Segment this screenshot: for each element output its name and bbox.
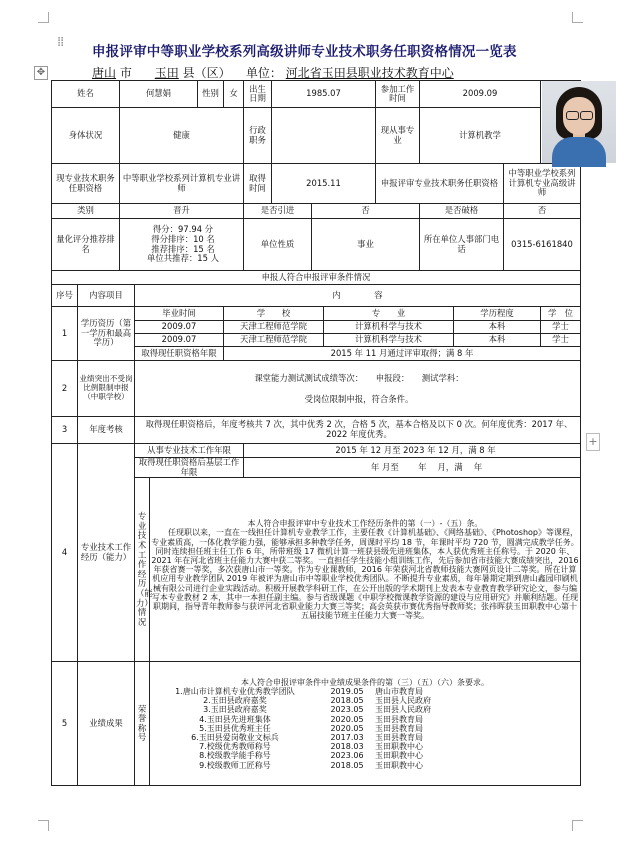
honor-name: 6.玉田县爱岗敬业文标兵 bbox=[191, 733, 279, 742]
edu-col-level: 学历程度 bbox=[454, 307, 541, 321]
photo-shirt bbox=[552, 137, 606, 167]
assessment-text: 取得现任职资格后，年度考核共 7 次，其中优秀 2 次，合格 5 次，基本合格及以下 0 次。何年度优秀：2017 年、2022 年度优秀。 bbox=[135, 417, 581, 444]
unit-label: 单位： bbox=[245, 66, 282, 80]
qual-years-value: 2015 年 11 月通过评审取得；满 8 年 bbox=[224, 347, 581, 361]
health-value: 健康 bbox=[120, 108, 244, 164]
profile-photo bbox=[542, 81, 616, 163]
edu-date: 2009.07 bbox=[135, 334, 224, 347]
list-item bbox=[151, 751, 579, 760]
page-title: 申报评审中等职业学校系列高级讲师专业技术职务任职资格情况一览表 bbox=[92, 44, 517, 60]
current-qual-label: 现专业技术职务任职资格 bbox=[52, 164, 120, 204]
category-value: 晋升 bbox=[120, 204, 244, 219]
honor-org: 玉田县教育局 bbox=[375, 733, 423, 742]
edu-col-major: 专 业 bbox=[324, 307, 454, 321]
work-years-value: 2015 年 12 月至 2023 年 12 月，满 8 年 bbox=[244, 444, 581, 458]
honor-org: 玉田县教育局 bbox=[375, 714, 423, 724]
rank-line: 得分排序：10 名 bbox=[151, 233, 215, 244]
experience-sub-label: 专业技术工作经历（能力）情况 bbox=[135, 478, 150, 662]
edu-level: 本科 bbox=[454, 321, 541, 334]
assessment-label: 年度考核 bbox=[78, 417, 135, 444]
honor-org: 玉田职教中心 bbox=[375, 760, 423, 770]
edu-degree: 学士 bbox=[541, 334, 581, 347]
list-item bbox=[151, 733, 579, 742]
list-item bbox=[151, 761, 579, 770]
honor-list bbox=[150, 662, 581, 786]
current-qual-value: 中等职业学校系列计算机专业讲师 bbox=[120, 164, 244, 204]
workload-label: 业绩突出不受岗比例限制申报（中职学校） bbox=[78, 361, 135, 417]
honor-name: 9.校级教师工匠称号 bbox=[199, 760, 271, 770]
experience-no: 4 bbox=[52, 444, 78, 662]
health-label: 身体状况 bbox=[52, 108, 120, 164]
category-label: 类别 bbox=[52, 204, 120, 219]
honor-date: 2023.05 bbox=[330, 705, 364, 715]
unit-name: 河北省玉田县职业技术教育中心 bbox=[285, 66, 454, 80]
phone-value: 0315-6161840 bbox=[504, 219, 581, 271]
col-item-header: 内容项目 bbox=[78, 285, 135, 307]
honor-date: 2019.05 bbox=[330, 687, 364, 697]
honor-org: 唐山市教育局 bbox=[375, 687, 423, 697]
current-prof-value: 计算机教学 bbox=[420, 108, 541, 164]
admin-value bbox=[272, 108, 376, 164]
table-move-anchor-icon[interactable]: ✥ bbox=[34, 66, 48, 80]
unit-nature-label: 单位性质 bbox=[244, 219, 312, 271]
honor-name: 1.唐山市计算机专业优秀教学团队 bbox=[175, 687, 295, 697]
experience-text: 本人符合申报评审中专业技术工作经历条件的第（一）-（五）条。 任现职以来，一直在一线担任计算机专业教学工作，主要任教《计算机基础》、《网络基础》、《Photoshop》等课程，专业素质高，一体化教学能力强，能够承担多种教学任务，周课时平均 18 节，年课时平均 720 节，圆满完成教学任务。同时连续担任班主任工作 6 年，所带班级 17 微机计算一班获县级先进班集体，本人获优秀班主任称号。于 2020 年、2021 年在河北省班主任能力大赛中获二等奖。一直担任学生技能小组训练工作，先后参加省市技能大赛成绩突出，2016 年获省赛一等奖，多次获唐山市一等奖。作为专业课教师，2016 年荣获河北省教师技能大赛网页设计二等奖。所在计算机应用专业教学团队 2019 年被评为唐山市中等职业学校优秀团队。不断提升专业素质，每年暑期定期到唐山鑫园印刷机械有限公司进行企业实践活动。积极开展教学科研工作，在公开出版的学术期刊上发表本专业教育教学研究论文，参与编写本专业教材 2 本，其中一本担任副主编。参与省级课题《中职学校微课教学资源的建设与应用研究》并顺利结题。任现职期间，指导青年教师参与获评河北省职业能力大赛三等奖；高会英获市赛优秀指导教师奖；张祎晖获玉田职教中心第十五届技能节班主任能力大赛一等奖。 bbox=[150, 478, 581, 662]
list-item bbox=[151, 687, 579, 696]
honor-date: 2020.05 bbox=[330, 723, 364, 733]
edu-col-school: 学 校 bbox=[224, 307, 324, 321]
achievement-label: 业绩成果 bbox=[78, 662, 135, 786]
workload-no: 2 bbox=[52, 361, 78, 417]
edu-label: 学历资历（第一学历和最高学历） bbox=[78, 307, 135, 361]
score-block bbox=[120, 219, 244, 271]
obtain-value: 2015.11 bbox=[272, 164, 376, 204]
add-column-icon[interactable]: + bbox=[586, 433, 600, 451]
photo-cell bbox=[541, 81, 581, 164]
exceptional-value: 否 bbox=[504, 204, 581, 219]
col-no-header: 序号 bbox=[52, 285, 78, 307]
work-start-value: 2009.09 bbox=[420, 81, 541, 108]
edu-major: 计算机科学与技术 bbox=[324, 321, 454, 334]
county: 玉田 bbox=[154, 66, 179, 80]
honor-date: 2017.03 bbox=[330, 733, 364, 742]
phone-label: 所在单位人事部门电话 bbox=[420, 219, 504, 271]
name-label: 姓名 bbox=[52, 81, 120, 108]
score-line: 得分：97.94 分 bbox=[152, 224, 214, 235]
honor-name: 4.玉田县先进班集体 bbox=[199, 714, 271, 724]
page-corner-mark bbox=[572, 820, 583, 831]
city-suffix: 市 bbox=[119, 66, 132, 80]
admin-label: 行政职务 bbox=[244, 108, 272, 164]
current-prof-label: 现从事专业 bbox=[376, 108, 420, 164]
base-years-label: 取得现任职资格后基层工作年限 bbox=[135, 458, 244, 478]
honor-org: 玉田县人民政府 bbox=[375, 705, 431, 715]
edu-degree: 学士 bbox=[541, 321, 581, 334]
drag-handle-icon[interactable]: ⁞⁞ bbox=[57, 35, 64, 50]
honor-name: 3.玉田县政府嘉奖 bbox=[203, 705, 267, 715]
honor-label: 荣誉称号 bbox=[135, 662, 150, 786]
introduced-value: 否 bbox=[312, 204, 420, 219]
honor-date: 2018.05 bbox=[330, 760, 364, 770]
honor-name: 8.校级教学能手称号 bbox=[199, 751, 271, 761]
photo-glasses bbox=[566, 111, 579, 120]
name-value: 何慧娟 bbox=[120, 81, 198, 108]
gender-label: 性别 bbox=[198, 81, 224, 108]
header-line bbox=[92, 64, 454, 81]
birth-value: 1985.07 bbox=[272, 81, 376, 108]
honor-date: 2023.06 bbox=[330, 751, 364, 761]
honor-org: 玉田职教中心 bbox=[375, 751, 423, 761]
workload-content bbox=[135, 361, 581, 417]
page-corner-mark bbox=[572, 12, 583, 23]
qualification-table bbox=[51, 80, 581, 786]
workload-line-2: 受岗位限制申报，符合条件。 bbox=[304, 393, 414, 404]
page-corner-mark bbox=[38, 820, 49, 831]
county-suffix: 县（区） bbox=[182, 66, 231, 80]
exceptional-label: 是否破格 bbox=[420, 204, 504, 219]
honor-intro: 本人符合申报评审条件中业绩成果条件的第（三）（五）（六）条要求。 bbox=[241, 677, 489, 687]
honor-org: 玉田县教育局 bbox=[375, 723, 423, 733]
edu-school: 天津工程师范学院 bbox=[224, 321, 324, 334]
apply-qual-value: 中等职业学校系列计算机专业高级讲师 bbox=[504, 164, 581, 204]
honor-name: 5.玉田县优秀班主任 bbox=[199, 723, 271, 733]
conditions-title: 申报人符合申报评审条件情况 bbox=[52, 271, 581, 285]
honor-name: 2.玉田县政府嘉奖 bbox=[203, 696, 267, 706]
list-item bbox=[151, 705, 579, 714]
list-item bbox=[151, 724, 579, 733]
honor-org: 玉田职教中心 bbox=[375, 742, 423, 752]
base-years-value: 年 月至 年 月，满 年 bbox=[244, 458, 581, 478]
edu-major: 计算机科学与技术 bbox=[324, 334, 454, 347]
introduced-label: 是否引进 bbox=[244, 204, 312, 219]
edu-col-date: 毕业时间 bbox=[135, 307, 224, 321]
recommend-line: 推荐排序：15 名 bbox=[151, 243, 215, 254]
honor-org: 玉田县人民政府 bbox=[375, 696, 431, 706]
col-content-header: 内 容 bbox=[135, 285, 581, 307]
gender-value: 女 bbox=[224, 81, 244, 108]
edu-col-degree: 学 位 bbox=[541, 307, 581, 321]
edu-date: 2009.07 bbox=[135, 321, 224, 334]
work-start-label: 参加工作时间 bbox=[376, 81, 420, 108]
qual-years-label: 取得现任职资格年限 bbox=[135, 347, 224, 361]
score-label: 量化评分推荐排名 bbox=[52, 219, 120, 271]
total-line: 单位共推荐：15 人 bbox=[147, 253, 219, 264]
honor-date: 2018.03 bbox=[330, 742, 364, 752]
page-corner-mark bbox=[38, 12, 49, 23]
edu-no: 1 bbox=[52, 307, 78, 361]
unit-nature-value: 事业 bbox=[312, 219, 420, 271]
experience-label: 专业技术工作经历（能力） bbox=[78, 444, 135, 662]
workload-line-1: 课堂能力测试测试成绩等次： 申报段： 测试学科： bbox=[254, 373, 464, 384]
achievement-no: 5 bbox=[52, 662, 78, 786]
honor-date: 2020.05 bbox=[330, 714, 364, 724]
list-item bbox=[151, 742, 579, 751]
edu-level: 本科 bbox=[454, 334, 541, 347]
apply-qual-label: 申报评审专业技术职务任职资格 bbox=[376, 164, 504, 204]
photo-glasses bbox=[580, 111, 593, 120]
edu-school: 天津工程师范学院 bbox=[224, 334, 324, 347]
honor-name: 7.校级优秀教师称号 bbox=[199, 742, 271, 752]
obtain-label: 取得时间 bbox=[244, 164, 272, 204]
list-item bbox=[151, 715, 579, 724]
birth-label: 出生日期 bbox=[244, 81, 272, 108]
city: 唐山 bbox=[92, 66, 117, 80]
assessment-no: 3 bbox=[52, 417, 78, 444]
honor-date: 2018.05 bbox=[330, 696, 364, 706]
work-years-label: 从事专业技术工作年限 bbox=[135, 444, 244, 458]
